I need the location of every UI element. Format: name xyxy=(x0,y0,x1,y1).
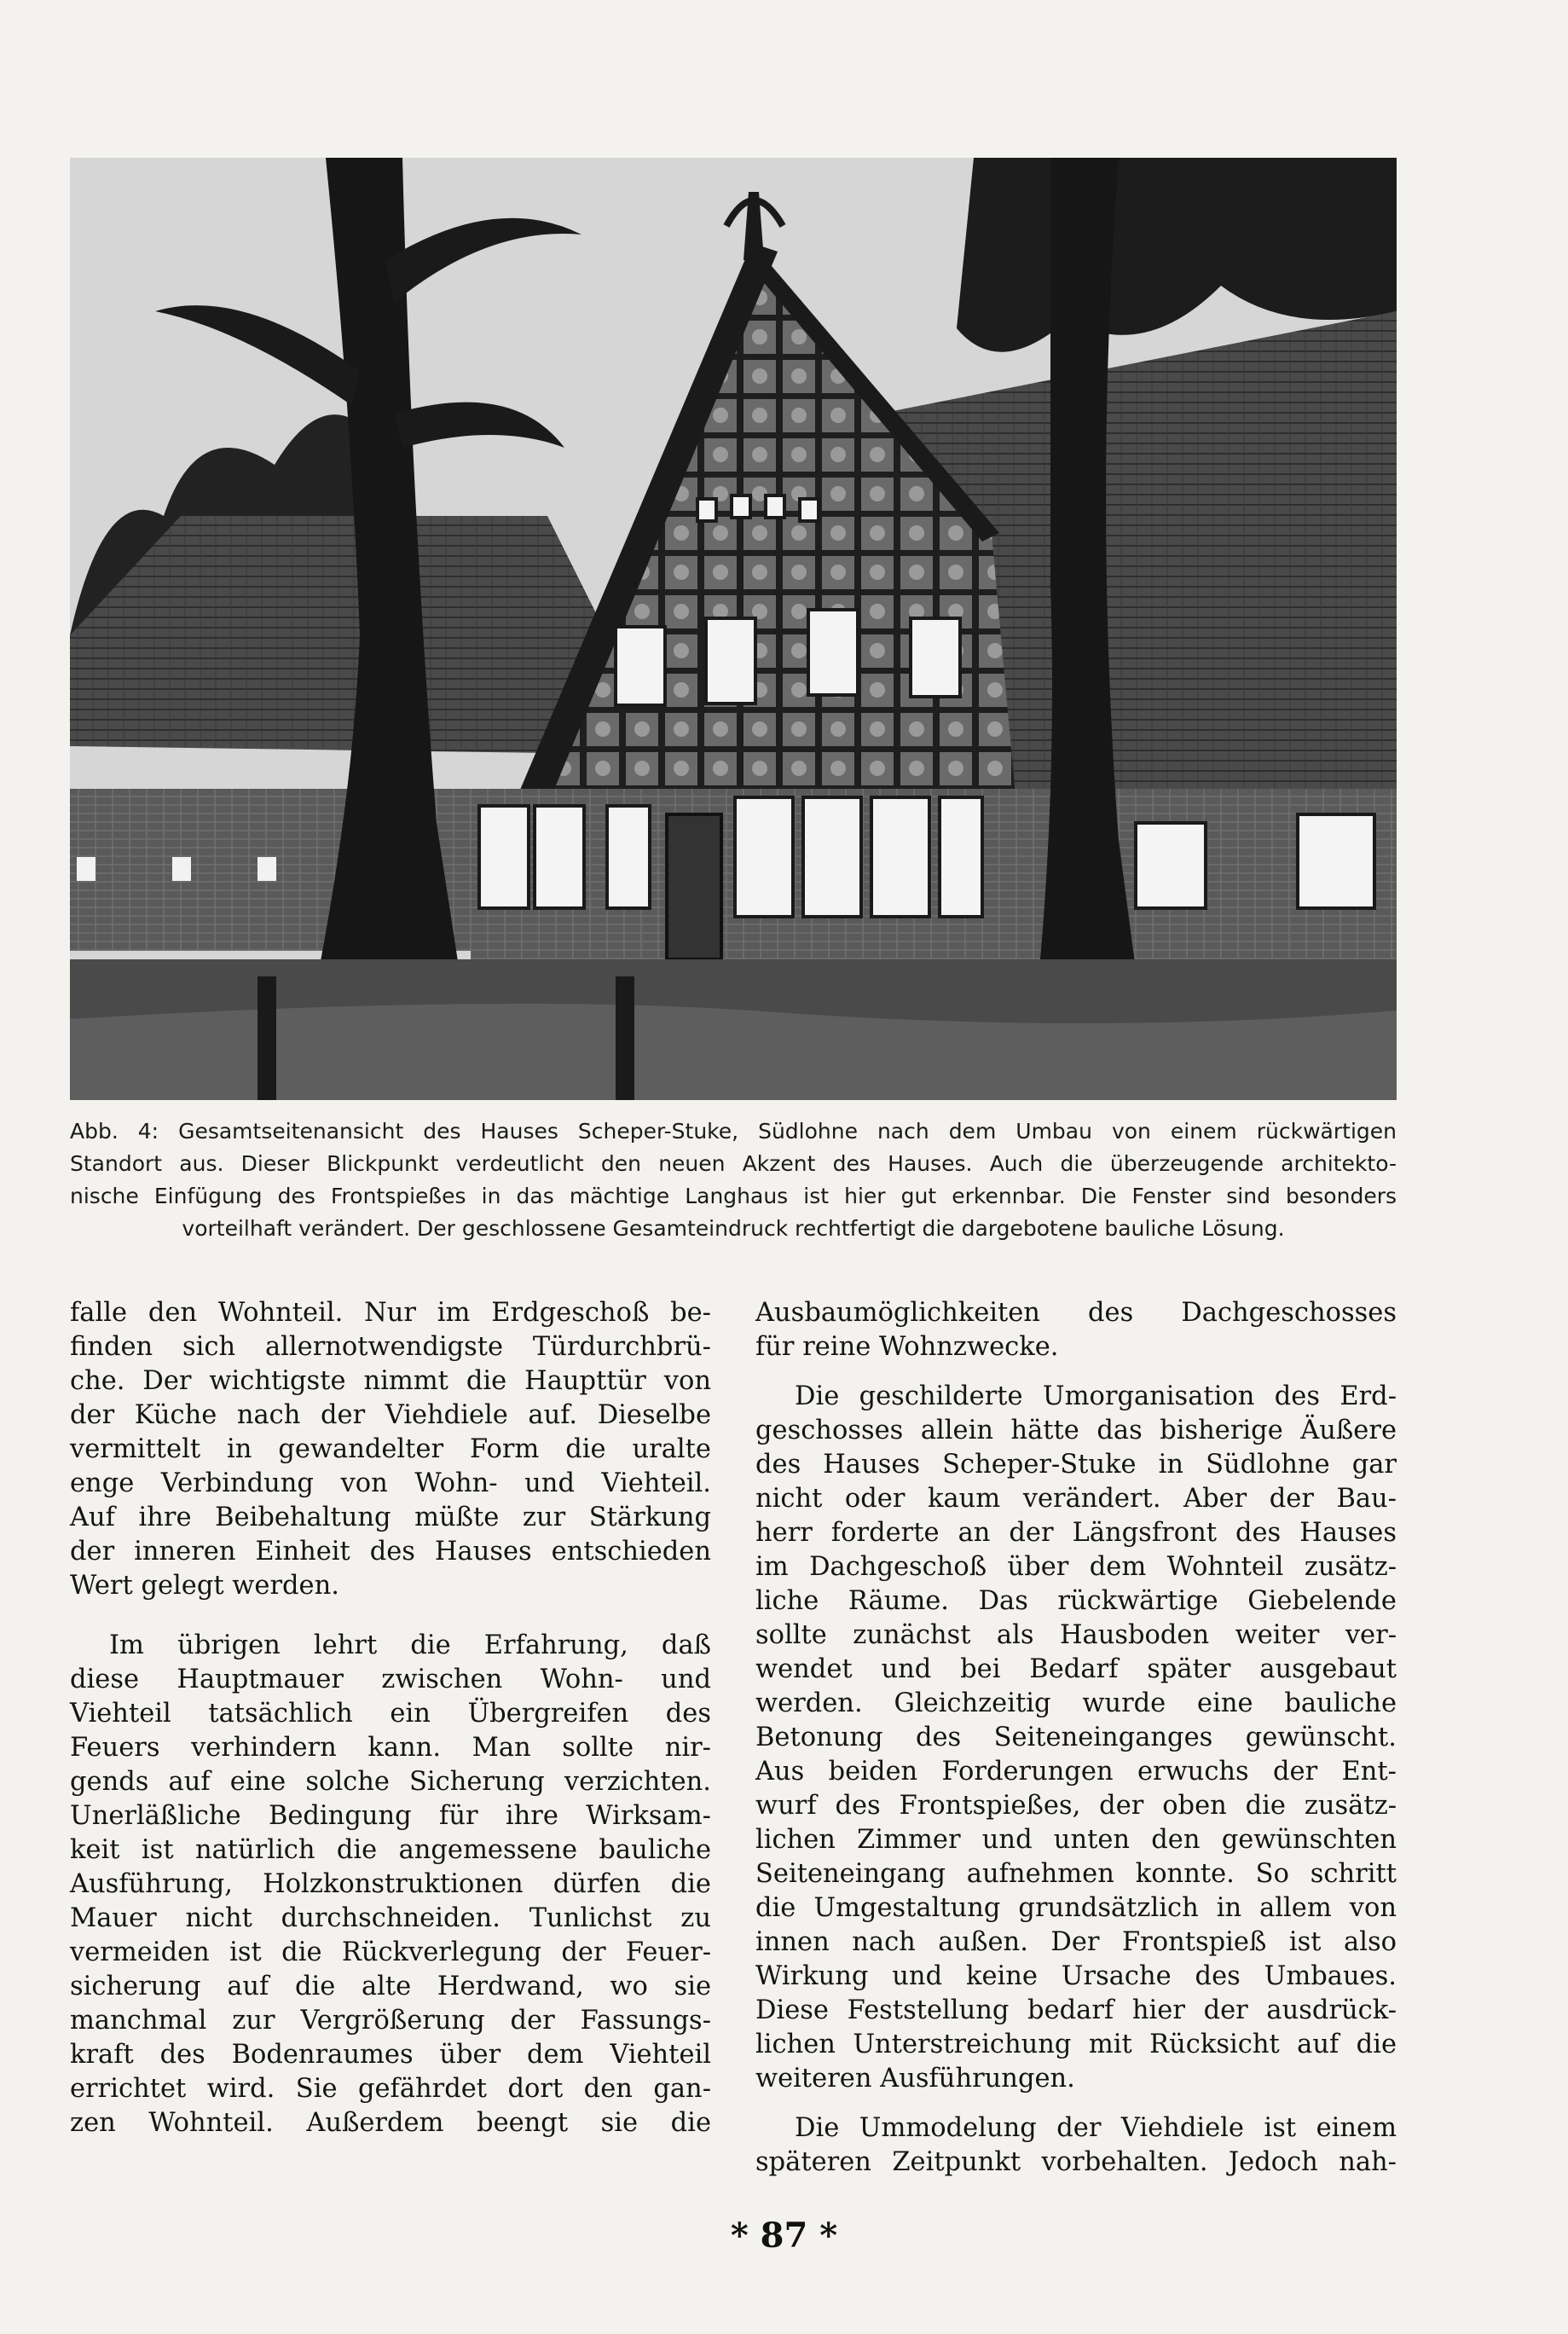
text-line: Auf ihre Beibehaltung müßte zur Stärkung xyxy=(70,1503,711,1532)
text-line: gends auf eine solche Sicherung verzichten. xyxy=(70,1767,711,1797)
text-line: keit ist natürlich die angemessene bauliche xyxy=(70,1835,711,1865)
text-line: lichen Unterstreichung mit Rücksicht auf die xyxy=(755,2030,1397,2059)
text-line: späteren Zeitpunkt vorbehalten. Jedoch nah- xyxy=(755,2147,1397,2177)
text-line: weiteren Ausführungen. xyxy=(755,2064,1075,2094)
text-line: Viehteil tatsächlich ein Übergreifen des xyxy=(70,1699,711,1729)
figure-caption xyxy=(70,1115,1397,1245)
text-line: zen Wohnteil. Außerdem beengt sie die xyxy=(70,2108,711,2138)
text-line: Die geschilderte Umorganisation des Erd- xyxy=(795,1381,1397,1411)
text-line: wurf des Frontspießes, der oben die zusätz- xyxy=(755,1791,1397,1821)
text-line: lichen Zimmer und unten den gewünschten xyxy=(755,1825,1397,1855)
text-line: geschosses allein hätte das bisherige Äußere xyxy=(755,1416,1397,1445)
text-line: finden sich allernotwendigste Türdurchbrü- xyxy=(70,1332,711,1362)
text-line: manchmal zur Vergrößerung der Fassungs- xyxy=(70,2006,711,2036)
text-line: Ausbaumöglichkeiten des Dachgeschosses xyxy=(755,1298,1397,1328)
text-line: des Hauses Scheper-Stuke in Südlohne gar xyxy=(755,1450,1397,1480)
text-line: sicherung auf die alte Herdwand, wo sie xyxy=(70,1972,711,2001)
text-line: sollte zunächst als Hausboden weiter ver- xyxy=(755,1620,1397,1650)
page-number: * 87 * xyxy=(730,2215,838,2256)
text-line: die Umgestaltung grundsätzlich in allem von xyxy=(755,1893,1397,1923)
text-line: nicht oder kaum verändert. Aber der Bau- xyxy=(755,1484,1397,1514)
paragraph xyxy=(70,1629,711,2140)
caption-line: Abb. 4: Gesamtseitenansicht des Hauses Scheper-Stuke, Südlohne nach dem Umbau von einem rückwärtigen xyxy=(70,1119,1397,1144)
text-line: Im übrigen lehrt die Erfahrung, daß xyxy=(109,1630,711,1660)
text-line: für reine Wohnzwecke. xyxy=(755,1332,1059,1362)
paragraph xyxy=(70,1296,711,1603)
text-line: herr forderte an der Längsfront des Hauses xyxy=(755,1518,1397,1548)
text-line: Aus beiden Forderungen erwuchs der Ent- xyxy=(755,1757,1397,1787)
text-line: falle den Wohnteil. Nur im Erdgeschoß be- xyxy=(70,1298,711,1328)
text-line: Feuers verhindern kann. Man sollte nir- xyxy=(70,1733,711,1763)
right-text-column xyxy=(755,1296,1397,2195)
text-line: errichtet wird. Sie gefährdet dort den gan- xyxy=(70,2074,711,2104)
text-line: der Küche nach der Viehdiele auf. Dieselbe xyxy=(70,1400,711,1430)
caption-line: vorteilhaft verändert. Der geschlossene Gesamteindruck rechtfertigt die dargebotene bauliche Lösung. xyxy=(182,1216,1285,1241)
text-line: Diese Feststellung bedarf hier der ausdrück- xyxy=(755,1995,1397,2025)
text-line: vermeiden ist die Rückverlegung der Feuer- xyxy=(70,1937,711,1967)
text-line: Wert gelegt werden. xyxy=(70,1571,339,1601)
text-line: Seiteneingang aufnehmen konnte. So schritt xyxy=(755,1859,1397,1889)
caption-line: nische Einfügung des Frontspießes in das mächtige Langhaus ist hier gut erkennbar. Die Fenster sind besonders xyxy=(70,1184,1397,1208)
text-line: Betonung des Seiteneinganges gewünscht. xyxy=(755,1723,1397,1752)
text-line: werden. Gleichzeitig wurde eine bauliche xyxy=(755,1688,1397,1718)
text-line: Mauer nicht durchschneiden. Tunlichst zu xyxy=(70,1903,711,1933)
caption-line: Standort aus. Dieser Blickpunkt verdeutlicht den neuen Akzent des Hauses. Auch die überzeugende architekto- xyxy=(70,1151,1397,1176)
left-text-column xyxy=(70,1296,711,2156)
text-line: im Dachgeschoß über dem Wohnteil zusätz- xyxy=(755,1552,1397,1582)
text-line: che. Der wichtigste nimmt die Haupttür von xyxy=(70,1366,711,1396)
house-photograph xyxy=(70,158,1397,1100)
house-photo-illustration xyxy=(70,158,1397,1100)
text-line: vermittelt in gewandelter Form die uralte xyxy=(70,1434,711,1464)
text-line: kraft des Bodenraumes über dem Viehteil xyxy=(70,2040,711,2070)
paragraph xyxy=(755,1296,1397,1364)
text-line: wendet und bei Bedarf später ausgebaut xyxy=(755,1654,1397,1684)
text-line: innen nach außen. Der Frontspieß ist also xyxy=(755,1927,1397,1957)
text-line: Ausführung, Holzkonstruktionen dürfen die xyxy=(70,1869,711,1899)
text-line: der inneren Einheit des Hauses entschieden xyxy=(70,1537,711,1567)
text-line: diese Hauptmauer zwischen Wohn- und xyxy=(70,1665,711,1694)
paragraph xyxy=(755,2111,1397,2180)
paragraph xyxy=(755,1380,1397,2096)
text-line: Unerläßliche Bedingung für ihre Wirksam- xyxy=(70,1801,711,1831)
text-line: Wirkung und keine Ursache des Umbaues. xyxy=(755,1961,1397,1991)
text-line: Die Ummodelung der Viehdiele ist einem xyxy=(795,2113,1397,2143)
text-line: enge Verbindung von Wohn- und Viehteil. xyxy=(70,1468,711,1498)
text-line: liche Räume. Das rückwärtige Giebelende xyxy=(755,1586,1397,1616)
